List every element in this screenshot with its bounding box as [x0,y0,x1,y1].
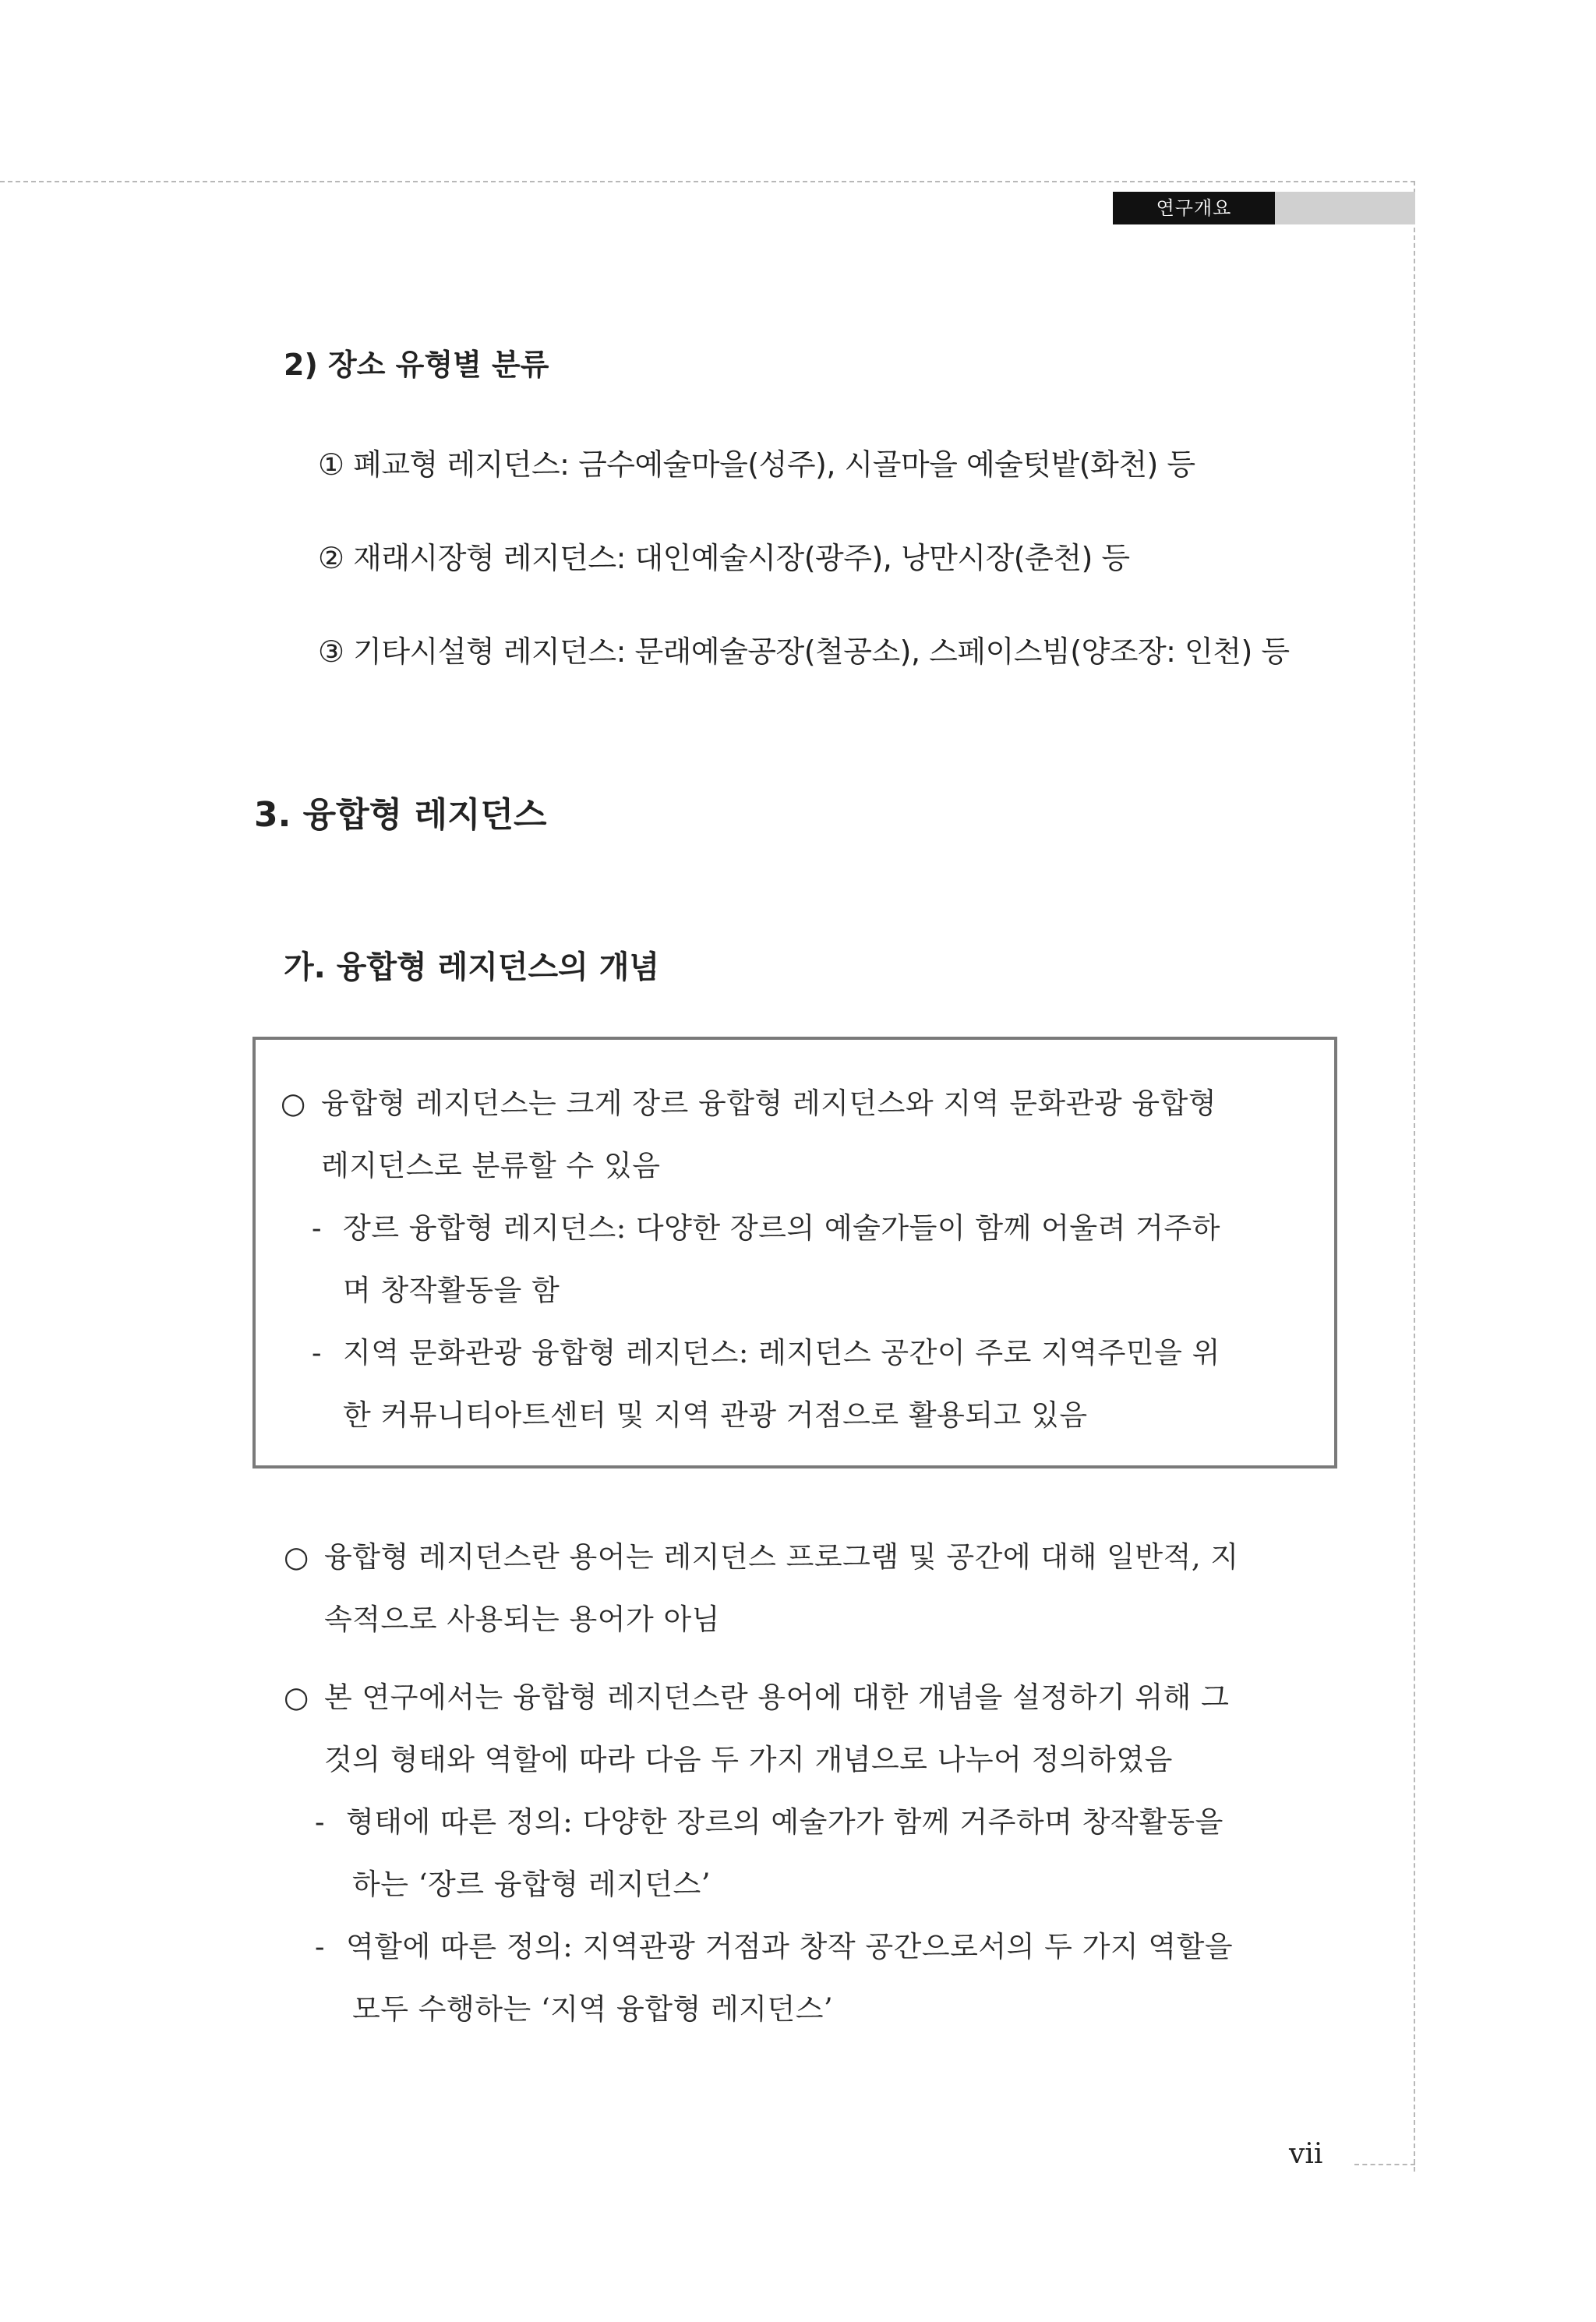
dash-bullet: - [315,1805,326,1839]
term-usage-line-1 [284,1526,1239,1589]
footer-dashed-rule [1354,2164,1415,2165]
circle-bullet: ○ [281,1087,306,1120]
dash-bullet: - [312,1211,323,1245]
list-item: ① 폐교형 레지던스: 금수예술마을(성주), 시골마을 예술텃밭(화천) 등 [318,447,1195,482]
dash-bullet: - [315,1930,326,1963]
place-classification-list [318,443,1290,723]
circle-bullet: ○ [284,1540,309,1574]
list-item: ③ 기타시설형 레지던스: 문래예술공장(철공소), 스페이스빔(양조장: 인천) 등 [318,634,1290,669]
concept-definition-text: 본 연구에서는 융합형 레지던스란 용어에 대한 개념을 설정하기 위해 그 [324,1681,1230,1714]
form-definition-text: 형태에 따른 정의: 다양한 장르의 예술가가 함께 거주하며 창작활동을 [346,1805,1223,1839]
regional-fusion-text: 지역 문화관광 융합형 레지던스: 레지던스 공간이 주로 지역주민을 위 [343,1336,1220,1370]
circle-bullet: ○ [284,1681,309,1714]
genre-fusion-line-2: 며 창작활동을 함 [343,1274,560,1307]
section-heading: 3. 융합형 레지던스 [254,795,547,835]
list-item: ② 재래시장형 레지던스: 대인예술시장(광주), 낭만시장(춘천) 등 [318,541,1130,575]
dash-bullet: - [312,1336,323,1370]
form-definition-line-1 [315,1791,1223,1854]
concept-intro-line-2: 레지던스로 분류할 수 있음 [321,1149,661,1182]
genre-fusion-text: 장르 융합형 레지던스: 다양한 장르의 예술가들이 함께 어울려 거주하 [343,1211,1220,1245]
regional-fusion-line-2: 한 커뮤니티아트센터 및 지역 관광 거점으로 활용되고 있음 [343,1398,1088,1432]
regional-fusion-line-1 [312,1322,1220,1384]
header-dashed-rule [0,181,1415,182]
term-usage-text: 융합형 레지던스란 용어는 레지던스 프로그램 및 공간에 대해 일반적, 지 [324,1540,1239,1574]
role-definition-line-1 [315,1916,1233,1978]
role-definition-text: 역할에 따른 정의: 지역관광 거점과 창작 공간으로서의 두 가지 역할을 [346,1930,1234,1963]
role-definition-line-2: 모두 수행하는 ‘지역 융합형 레지던스’ [352,1992,834,2026]
concept-definition-line-1 [284,1666,1229,1729]
page-number: vii [1289,2138,1323,2170]
section-tab-label: 연구개요 [1113,192,1275,224]
form-definition-line-2: 하는 ‘장르 융합형 레지던스’ [352,1868,711,1901]
right-margin-dashed-rule [1414,181,1415,2172]
subsection-heading: 가. 융합형 레지던스의 개념 [284,949,660,985]
concept-intro-text: 융합형 레지던스는 크게 장르 융합형 레지던스와 지역 문화관광 융합형 [321,1087,1217,1120]
genre-fusion-line-1 [312,1197,1220,1260]
section-tab [1113,192,1415,224]
place-classification-heading: 2) 장소 유형별 분류 [284,348,549,382]
concept-intro-line-1 [281,1073,1216,1135]
concept-definition-line-2: 것의 형태와 역할에 따라 다음 두 가지 개념으로 나누어 정의하였음 [324,1743,1173,1776]
term-usage-line-2: 속적으로 사용되는 용어가 아님 [324,1603,720,1636]
